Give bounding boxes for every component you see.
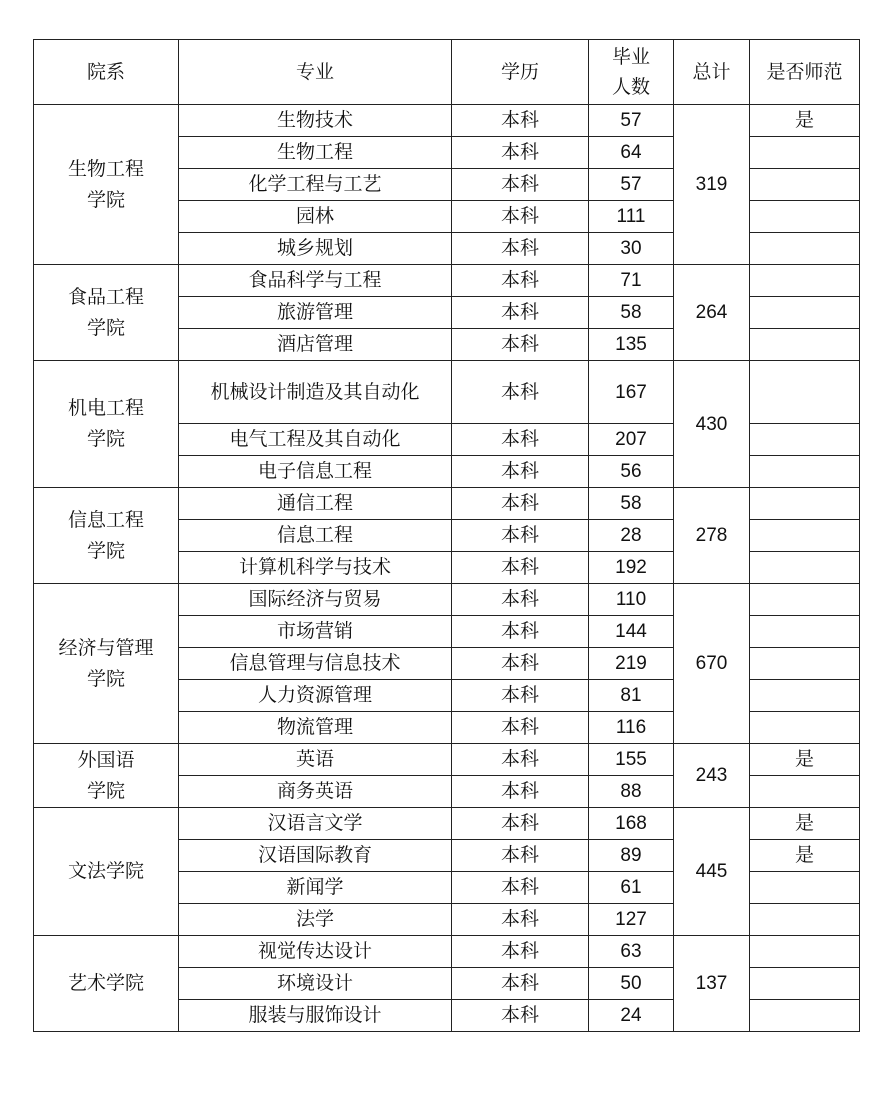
normal-cell (750, 616, 860, 648)
major-cell: 酒店管理 (179, 329, 452, 361)
degree-cell: 本科 (452, 424, 589, 456)
major-cell: 信息工程 (179, 520, 452, 552)
major-cell: 商务英语 (179, 776, 452, 808)
header-graduates: 毕业 人数 (589, 40, 674, 105)
degree-cell: 本科 (452, 169, 589, 201)
graduates-cell: 89 (589, 840, 674, 872)
major-cell: 生物技术 (179, 105, 452, 137)
graduates-cell: 81 (589, 680, 674, 712)
degree-cell: 本科 (452, 552, 589, 584)
total-cell: 430 (674, 361, 750, 488)
major-cell: 园林 (179, 201, 452, 233)
graduates-cell: 192 (589, 552, 674, 584)
degree-cell: 本科 (452, 233, 589, 265)
degree-cell: 本科 (452, 968, 589, 1000)
total-cell: 670 (674, 584, 750, 744)
degree-cell: 本科 (452, 744, 589, 776)
table-row (34, 744, 860, 776)
major-cell: 计算机科学与技术 (179, 552, 452, 584)
normal-cell (750, 584, 860, 616)
graduates-cell: 207 (589, 424, 674, 456)
degree-cell: 本科 (452, 361, 589, 424)
graduates-cell: 61 (589, 872, 674, 904)
total-cell: 137 (674, 936, 750, 1032)
major-cell: 机械设计制造及其自动化 (179, 361, 452, 424)
table-row (34, 936, 860, 968)
normal-cell (750, 872, 860, 904)
header-total: 总计 (674, 40, 750, 105)
graduates-cell: 30 (589, 233, 674, 265)
normal-cell (750, 424, 860, 456)
major-cell: 生物工程 (179, 137, 452, 169)
total-cell: 278 (674, 488, 750, 584)
degree-cell: 本科 (452, 105, 589, 137)
major-cell: 旅游管理 (179, 297, 452, 329)
degree-cell: 本科 (452, 680, 589, 712)
major-cell: 国际经济与贸易 (179, 584, 452, 616)
degree-cell: 本科 (452, 872, 589, 904)
degree-cell: 本科 (452, 297, 589, 329)
department-cell: 机电工程 学院 (34, 361, 179, 488)
graduates-cell: 57 (589, 105, 674, 137)
degree-cell: 本科 (452, 584, 589, 616)
department-cell: 艺术学院 (34, 936, 179, 1032)
graduates-cell: 155 (589, 744, 674, 776)
table-row (34, 105, 860, 137)
normal-cell (750, 488, 860, 520)
major-cell: 通信工程 (179, 488, 452, 520)
total-cell: 319 (674, 105, 750, 265)
normal-cell (750, 137, 860, 169)
major-cell: 新闻学 (179, 872, 452, 904)
table-row (34, 265, 860, 297)
normal-cell (750, 776, 860, 808)
graduates-cell: 116 (589, 712, 674, 744)
graduates-cell: 24 (589, 1000, 674, 1032)
graduates-cell: 219 (589, 648, 674, 680)
normal-cell (750, 1000, 860, 1032)
major-cell: 电子信息工程 (179, 456, 452, 488)
normal-cell (750, 712, 860, 744)
degree-cell: 本科 (452, 520, 589, 552)
header-degree: 学历 (452, 40, 589, 105)
degree-cell: 本科 (452, 648, 589, 680)
department-cell: 经济与管理 学院 (34, 584, 179, 744)
major-cell: 城乡规划 (179, 233, 452, 265)
major-cell: 汉语言文学 (179, 808, 452, 840)
degree-cell: 本科 (452, 1000, 589, 1032)
graduates-cell: 50 (589, 968, 674, 1000)
major-cell: 汉语国际教育 (179, 840, 452, 872)
normal-cell (750, 201, 860, 233)
major-cell: 物流管理 (179, 712, 452, 744)
normal-cell: 是 (750, 808, 860, 840)
normal-cell: 是 (750, 105, 860, 137)
department-cell: 信息工程 学院 (34, 488, 179, 584)
degree-cell: 本科 (452, 329, 589, 361)
department-cell: 文法学院 (34, 808, 179, 936)
major-cell: 信息管理与信息技术 (179, 648, 452, 680)
normal-cell (750, 904, 860, 936)
graduates-cell: 56 (589, 456, 674, 488)
graduates-cell: 58 (589, 488, 674, 520)
graduates-cell: 168 (589, 808, 674, 840)
degree-cell: 本科 (452, 808, 589, 840)
graduates-cell: 28 (589, 520, 674, 552)
degree-cell: 本科 (452, 616, 589, 648)
graduates-cell: 71 (589, 265, 674, 297)
degree-cell: 本科 (452, 712, 589, 744)
normal-cell (750, 552, 860, 584)
graduates-cell: 58 (589, 297, 674, 329)
graduates-cell: 88 (589, 776, 674, 808)
table-row (34, 361, 860, 424)
normal-cell (750, 968, 860, 1000)
table-row (34, 584, 860, 616)
degree-cell: 本科 (452, 776, 589, 808)
degree-cell: 本科 (452, 936, 589, 968)
department-cell: 外国语 学院 (34, 744, 179, 808)
normal-cell (750, 520, 860, 552)
graduates-table (33, 39, 860, 1032)
normal-cell: 是 (750, 840, 860, 872)
major-cell: 化学工程与工艺 (179, 169, 452, 201)
major-cell: 人力资源管理 (179, 680, 452, 712)
header-normal: 是否师范 (750, 40, 860, 105)
total-cell: 264 (674, 265, 750, 361)
header-department: 院系 (34, 40, 179, 105)
department-cell: 食品工程 学院 (34, 265, 179, 361)
header-row (34, 40, 860, 105)
table-body (34, 105, 860, 1032)
major-cell: 视觉传达设计 (179, 936, 452, 968)
normal-cell (750, 297, 860, 329)
graduates-cell: 135 (589, 329, 674, 361)
table-row (34, 488, 860, 520)
normal-cell (750, 680, 860, 712)
graduates-cell: 144 (589, 616, 674, 648)
normal-cell (750, 361, 860, 424)
normal-cell (750, 169, 860, 201)
total-cell: 243 (674, 744, 750, 808)
graduates-cell: 63 (589, 936, 674, 968)
graduates-cell: 57 (589, 169, 674, 201)
total-cell: 445 (674, 808, 750, 936)
graduates-cell: 111 (589, 201, 674, 233)
degree-cell: 本科 (452, 265, 589, 297)
normal-cell (750, 329, 860, 361)
normal-cell (750, 265, 860, 297)
degree-cell: 本科 (452, 488, 589, 520)
normal-cell (750, 648, 860, 680)
major-cell: 法学 (179, 904, 452, 936)
header-major: 专业 (179, 40, 452, 105)
department-cell: 生物工程 学院 (34, 105, 179, 265)
major-cell: 食品科学与工程 (179, 265, 452, 297)
major-cell: 服装与服饰设计 (179, 1000, 452, 1032)
degree-cell: 本科 (452, 201, 589, 233)
normal-cell (750, 456, 860, 488)
graduates-cell: 64 (589, 137, 674, 169)
major-cell: 环境设计 (179, 968, 452, 1000)
table-row (34, 808, 860, 840)
major-cell: 英语 (179, 744, 452, 776)
major-cell: 市场营销 (179, 616, 452, 648)
degree-cell: 本科 (452, 904, 589, 936)
graduates-cell: 127 (589, 904, 674, 936)
normal-cell (750, 936, 860, 968)
degree-cell: 本科 (452, 456, 589, 488)
major-cell: 电气工程及其自动化 (179, 424, 452, 456)
normal-cell (750, 233, 860, 265)
degree-cell: 本科 (452, 840, 589, 872)
graduates-cell: 167 (589, 361, 674, 424)
normal-cell: 是 (750, 744, 860, 776)
graduates-cell: 110 (589, 584, 674, 616)
degree-cell: 本科 (452, 137, 589, 169)
